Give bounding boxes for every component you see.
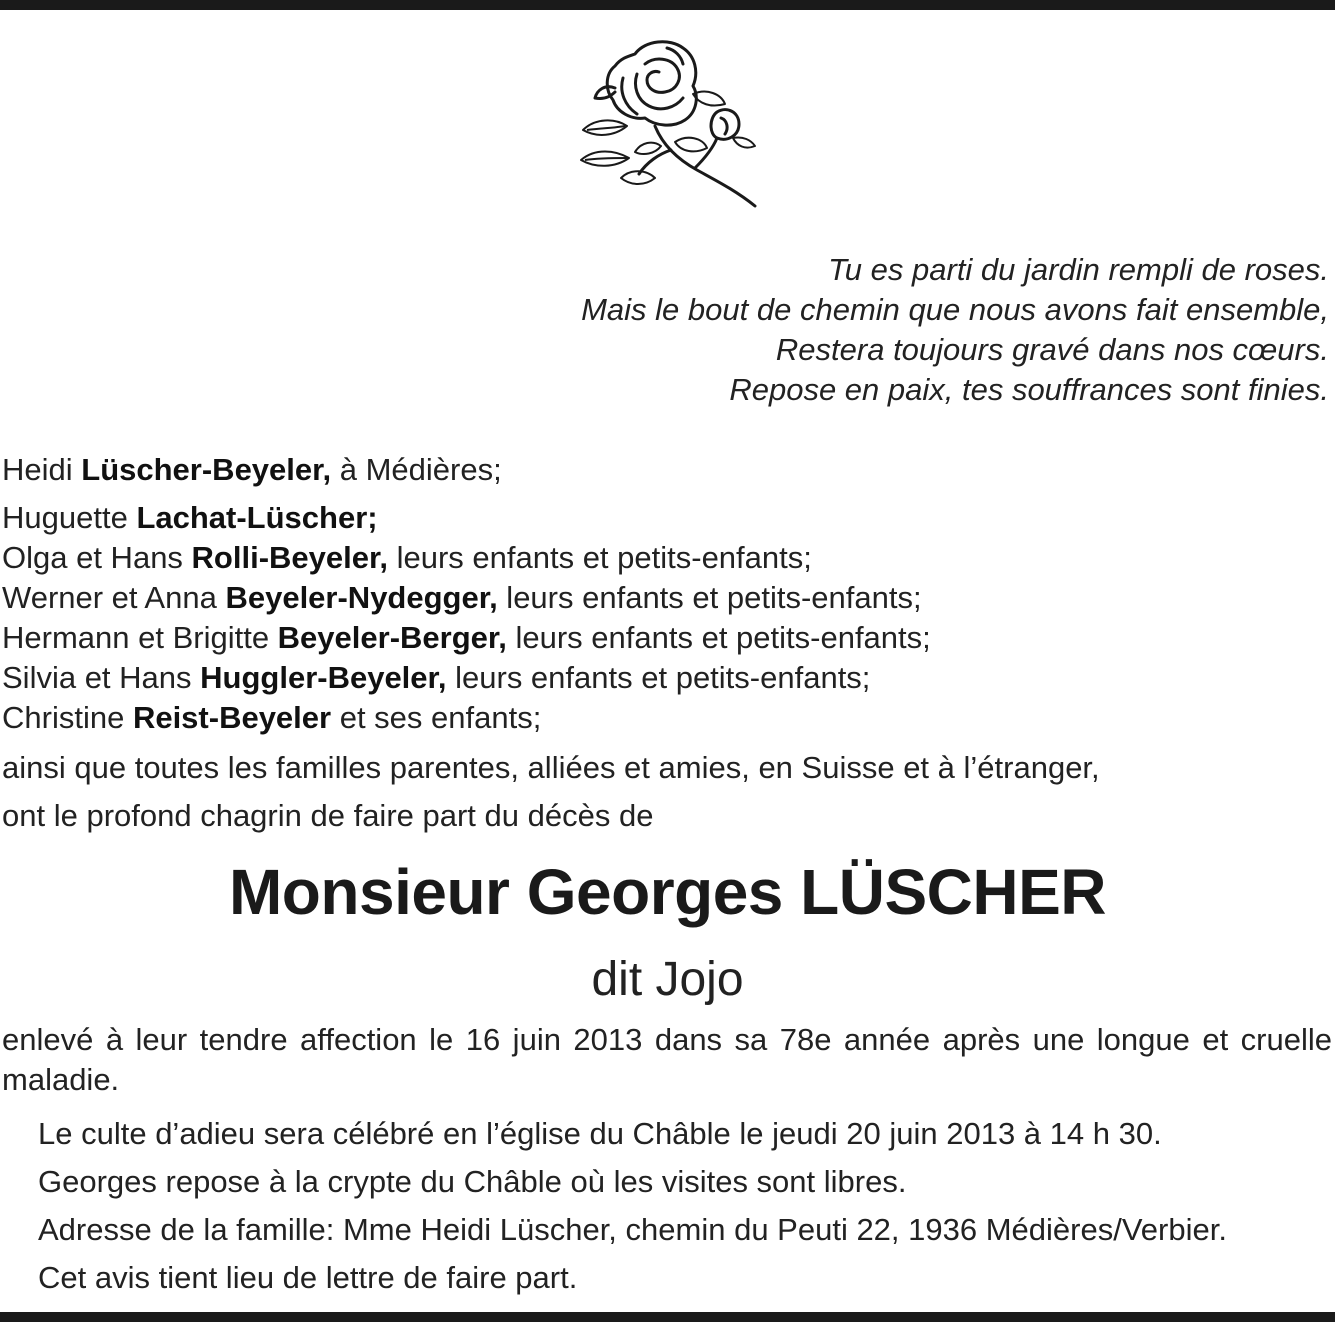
poem-line: Repose en paix, tes souffrances sont finies.: [729, 372, 1329, 407]
poem-line: Tu es parti du jardin rempli de roses.: [828, 252, 1329, 287]
detail-line: Cet avis tient lieu de lettre de faire part.: [38, 1260, 578, 1295]
poem: [429, 250, 1329, 410]
family-line: Heidi Lüscher-Beyeler, à Médières;: [2, 452, 502, 487]
announce-line: ont le profond chagrin de faire part du décès de: [2, 798, 654, 833]
rose-icon: [575, 34, 760, 212]
top-rule: [0, 0, 1335, 10]
family-line: Hermann et Brigitte Beyeler-Berger, leurs enfants et petits-enfants;: [2, 620, 931, 655]
family-list: [2, 450, 1322, 836]
detail-line: Le culte d’adieu sera célébré en l’église du Châble le jeudi 20 juin 2013 à 14 h 30.: [38, 1116, 1162, 1151]
relatives-line: ainsi que toutes les familles parentes, alliées et amies, en Suisse et à l’étranger,: [2, 750, 1100, 785]
poem-line: Mais le bout de chemin que nous avons fait ensemble,: [581, 292, 1329, 327]
detail-line: Adresse de la famille: Mme Heidi Lüscher, chemin du Peuti 22, 1936 Médières/Verbier.: [38, 1212, 1227, 1247]
bottom-rule: [0, 1312, 1335, 1322]
nickname: dit Jojo: [591, 953, 744, 1006]
family-line: Huguette Lachat-Lüscher;: [2, 500, 378, 535]
family-line: Olga et Hans Rolli-Beyeler, leurs enfants et petits-enfants;: [2, 540, 812, 575]
family-line: Silvia et Hans Huggler-Beyeler, leurs enfants et petits-enfants;: [2, 660, 871, 695]
family-line: Christine Reist-Beyeler et ses enfants;: [2, 700, 542, 735]
announcement-body: [2, 1020, 1332, 1302]
poem-line: Restera toujours gravé dans nos cœurs.: [775, 332, 1329, 367]
death-text: enlevé à leur tendre affection le 16 juin 2013 dans sa 78e année après une longue et cruelle maladie.: [2, 1022, 1332, 1097]
family-line: Werner et Anna Beyeler-Nydegger, leurs enfants et petits-enfants;: [2, 580, 922, 615]
detail-line: Georges repose à la crypte du Châble où les visites sont libres.: [38, 1164, 907, 1199]
deceased-name: Monsieur Georges LÜSCHER: [228, 856, 1107, 928]
